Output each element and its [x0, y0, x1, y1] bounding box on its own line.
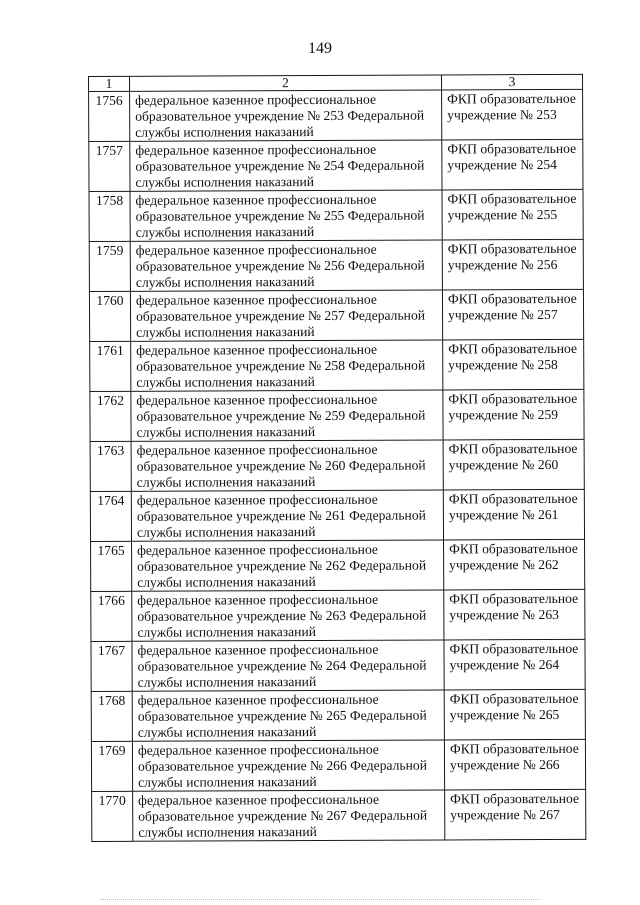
full-name-cell: федеральное казенное профессиональное образовательное учреждение № 265 Федеральной службы исполнения наказаний — [132, 690, 444, 741]
row-number-cell: 1762 — [90, 391, 131, 441]
full-name-cell: федеральное казенное профессиональное образовательное учреждение № 262 Федеральной службы исполнения наказаний — [132, 540, 444, 591]
short-name-cell: ФКП образовательное учреждение № 254 — [442, 139, 583, 190]
short-name-cell: ФКП образовательное учреждение № 261 — [443, 489, 584, 540]
column-header-full-name: 2 — [130, 75, 442, 91]
row-number-cell: 1759 — [89, 241, 130, 291]
table-row — [91, 589, 585, 641]
row-number-cell: 1757 — [89, 141, 130, 191]
row-number-cell: 1758 — [89, 191, 130, 241]
table-row — [89, 89, 583, 141]
full-name-cell: федеральное казенное профессиональное образовательное учреждение № 253 Федеральной службы исполнения наказаний — [130, 90, 442, 141]
row-number-cell: 1766 — [91, 591, 132, 641]
table-row — [89, 289, 583, 341]
row-number-cell: 1768 — [91, 691, 132, 741]
institutions-table — [88, 74, 586, 842]
short-name-cell: ФКП образовательное учреждение № 259 — [443, 389, 584, 440]
short-name-cell: ФКП образовательное учреждение № 266 — [444, 739, 585, 790]
row-number-cell: 1760 — [89, 291, 130, 341]
row-number-cell: 1761 — [90, 341, 131, 391]
full-name-cell: федеральное казенное профессиональное образовательное учреждение № 264 Федеральной службы исполнения наказаний — [132, 640, 444, 691]
full-name-cell: федеральное казенное профессиональное образовательное учреждение № 254 Федеральной службы исполнения наказаний — [130, 140, 442, 191]
scan-edge-line — [100, 899, 540, 900]
short-name-cell: ФКП образовательное учреждение № 264 — [444, 639, 585, 690]
table-row — [92, 789, 586, 841]
table-body — [89, 89, 586, 841]
row-number-cell: 1756 — [89, 91, 130, 141]
full-name-cell: федеральное казенное профессиональное образовательное учреждение № 258 Федеральной службы исполнения наказаний — [131, 340, 443, 391]
table-row — [91, 739, 585, 791]
table-row — [90, 389, 584, 441]
short-name-cell: ФКП образовательное учреждение № 255 — [442, 189, 583, 240]
short-name-cell: ФКП образовательное учреждение № 258 — [443, 339, 584, 390]
full-name-cell: федеральное казенное профессиональное образовательное учреждение № 259 Федеральной службы исполнения наказаний — [131, 390, 443, 441]
full-name-cell: федеральное казенное профессиональное образовательное учреждение № 263 Федеральной службы исполнения наказаний — [132, 590, 444, 641]
short-name-cell: ФКП образовательное учреждение № 256 — [442, 239, 583, 290]
table-header — [89, 74, 583, 91]
row-number-cell: 1769 — [91, 741, 132, 791]
row-number-cell: 1763 — [90, 441, 131, 491]
table-row — [89, 239, 583, 291]
full-name-cell: федеральное казенное профессиональное образовательное учреждение № 257 Федеральной службы исполнения наказаний — [130, 290, 442, 341]
short-name-cell: ФКП образовательное учреждение № 260 — [443, 439, 584, 490]
full-name-cell: федеральное казенное профессиональное образовательное учреждение № 267 Федеральной службы исполнения наказаний — [133, 790, 445, 841]
table-row — [89, 189, 583, 241]
page-number: 149 — [308, 40, 332, 57]
row-number-cell: 1765 — [91, 541, 132, 591]
column-header-short-name: 3 — [441, 74, 582, 90]
table-row — [90, 439, 584, 491]
full-name-cell: федеральное казенное профессиональное образовательное учреждение № 266 Федеральной службы исполнения наказаний — [132, 740, 444, 791]
table-row — [90, 339, 584, 391]
full-name-cell: федеральное казенное профессиональное образовательное учреждение № 261 Федеральной службы исполнения наказаний — [131, 490, 443, 541]
table-row — [89, 139, 583, 191]
full-name-cell: федеральное казенное профессиональное образовательное учреждение № 260 Федеральной службы исполнения наказаний — [131, 440, 443, 491]
table-row — [91, 689, 585, 741]
row-number-cell: 1767 — [91, 641, 132, 691]
table-row — [91, 639, 585, 691]
table-row — [90, 489, 584, 541]
table-row — [91, 539, 585, 591]
short-name-cell: ФКП образовательное учреждение № 267 — [445, 789, 586, 840]
short-name-cell: ФКП образовательное учреждение № 253 — [442, 89, 583, 140]
short-name-cell: ФКП образовательное учреждение № 262 — [444, 539, 585, 590]
row-number-cell: 1764 — [90, 491, 131, 541]
short-name-cell: ФКП образовательное учреждение № 257 — [442, 289, 583, 340]
full-name-cell: федеральное казенное профессиональное образовательное учреждение № 255 Федеральной службы исполнения наказаний — [130, 190, 442, 241]
short-name-cell: ФКП образовательное учреждение № 263 — [444, 589, 585, 640]
column-header-number: 1 — [89, 76, 130, 91]
full-name-cell: федеральное казенное профессиональное образовательное учреждение № 256 Федеральной службы исполнения наказаний — [130, 240, 442, 291]
row-number-cell: 1770 — [92, 791, 133, 841]
short-name-cell: ФКП образовательное учреждение № 265 — [444, 689, 585, 740]
header-row — [89, 74, 583, 91]
